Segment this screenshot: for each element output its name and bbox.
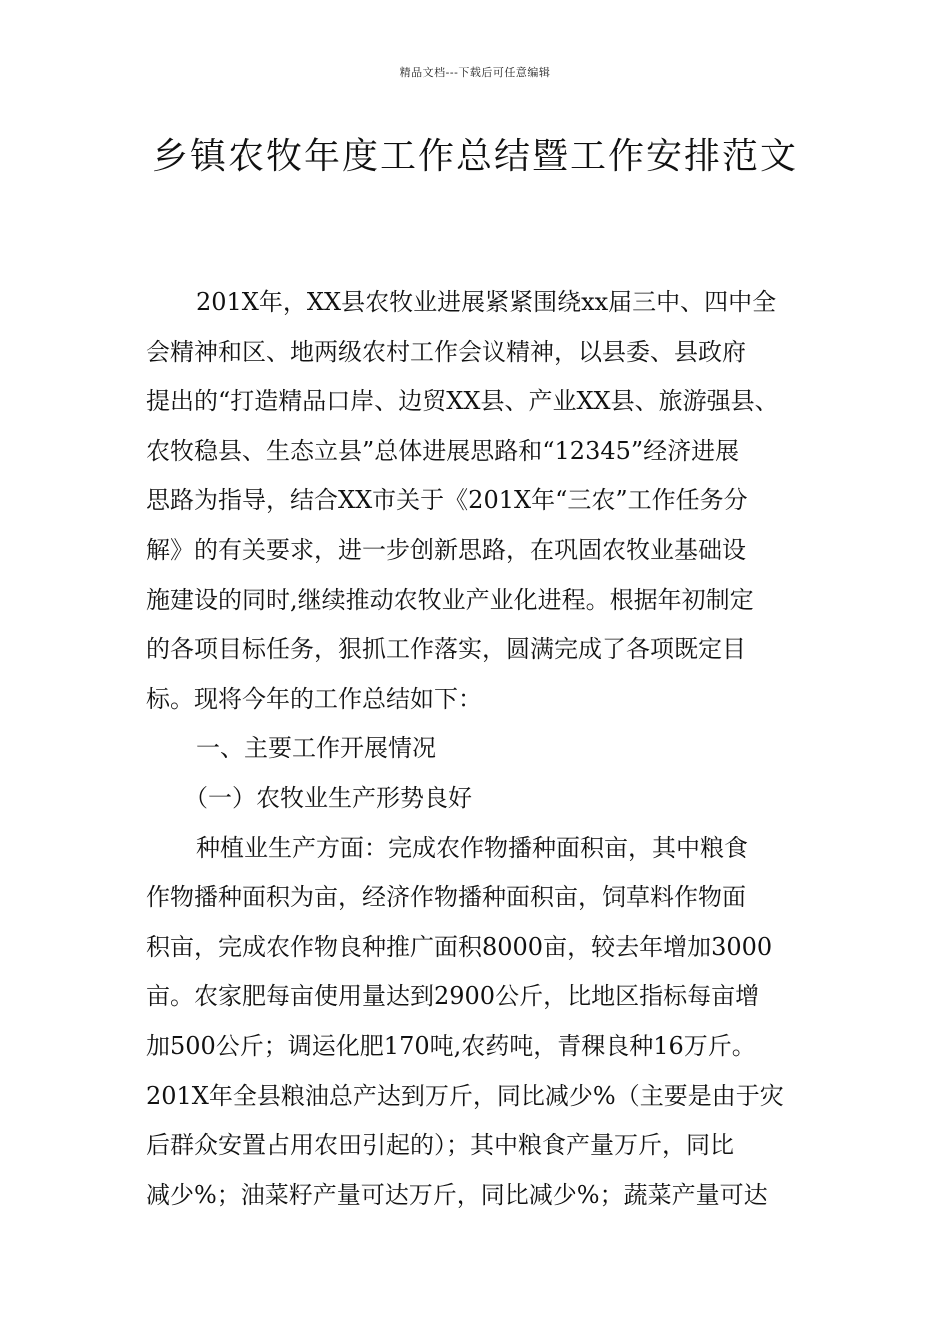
paragraph-line: 解》的有关要求，进一步创新思路，在巩固农牧业基础设: [146, 535, 746, 564]
paragraph-line: 农牧稳县、生态立县”总体进展思路和“12345”经济进展: [146, 436, 740, 465]
subsection-heading: （一）农牧业生产形势良好: [184, 783, 472, 812]
paragraph-line: 积亩，完成农作物良种推广面积8000亩，较去年增加3000: [146, 932, 773, 961]
document-body: [146, 278, 836, 1220]
paragraph-line: 后群众安置占用农田引起的）；其中粮食产量万斤，同比: [146, 1131, 734, 1160]
paragraph-line: 种植业生产方面：完成农作物播种面积亩，其中粮食: [196, 833, 748, 862]
paragraph-line: 提出的“打造精品口岸、边贸XX县、产业XX县、旅游强县、: [146, 387, 779, 416]
document-title: 乡镇农牧年度工作总结暨工作安排范文: [151, 136, 798, 177]
paragraph-line: 加500公斤；调运化肥170吨,农药吨，青稞良种16万斤。: [146, 1031, 756, 1060]
paragraph-line: 施建设的同时,继续推动农牧业产业化进程。根据年初制定: [146, 585, 754, 614]
paragraph-line: 思路为指导，结合XX市关于《201X年“三农”工作任务分: [146, 486, 748, 515]
paragraph-line: 标。现将今年的工作总结如下：: [146, 684, 482, 713]
section-heading: 一、主要工作开展情况: [196, 734, 436, 763]
paragraph-line: 201X年全县粮油总产达到万斤，同比减少%（主要是由于灾: [146, 1081, 784, 1110]
header-note: 精品文档---下载后可任意编辑: [399, 66, 551, 79]
paragraph-line: 会精神和区、地两级农村工作会议精神，以县委、县政府: [146, 337, 746, 366]
paragraph-line: 减少%；油菜籽产量可达万斤，同比减少%；蔬菜产量可达: [146, 1180, 768, 1209]
paragraph-line: 作物播种面积为亩，经济作物播种面积亩，饲草料作物面: [146, 883, 746, 912]
paragraph-line: 201X年，XX县农牧业进展紧紧围绕xx届三中、四中全: [196, 288, 777, 316]
paragraph-line: 亩。农家肥每亩使用量达到2900公斤，比地区指标每亩增: [146, 982, 760, 1011]
paragraph-line: 的各项目标任务，狠抓工作落实，圆满完成了各项既定目: [146, 635, 746, 664]
